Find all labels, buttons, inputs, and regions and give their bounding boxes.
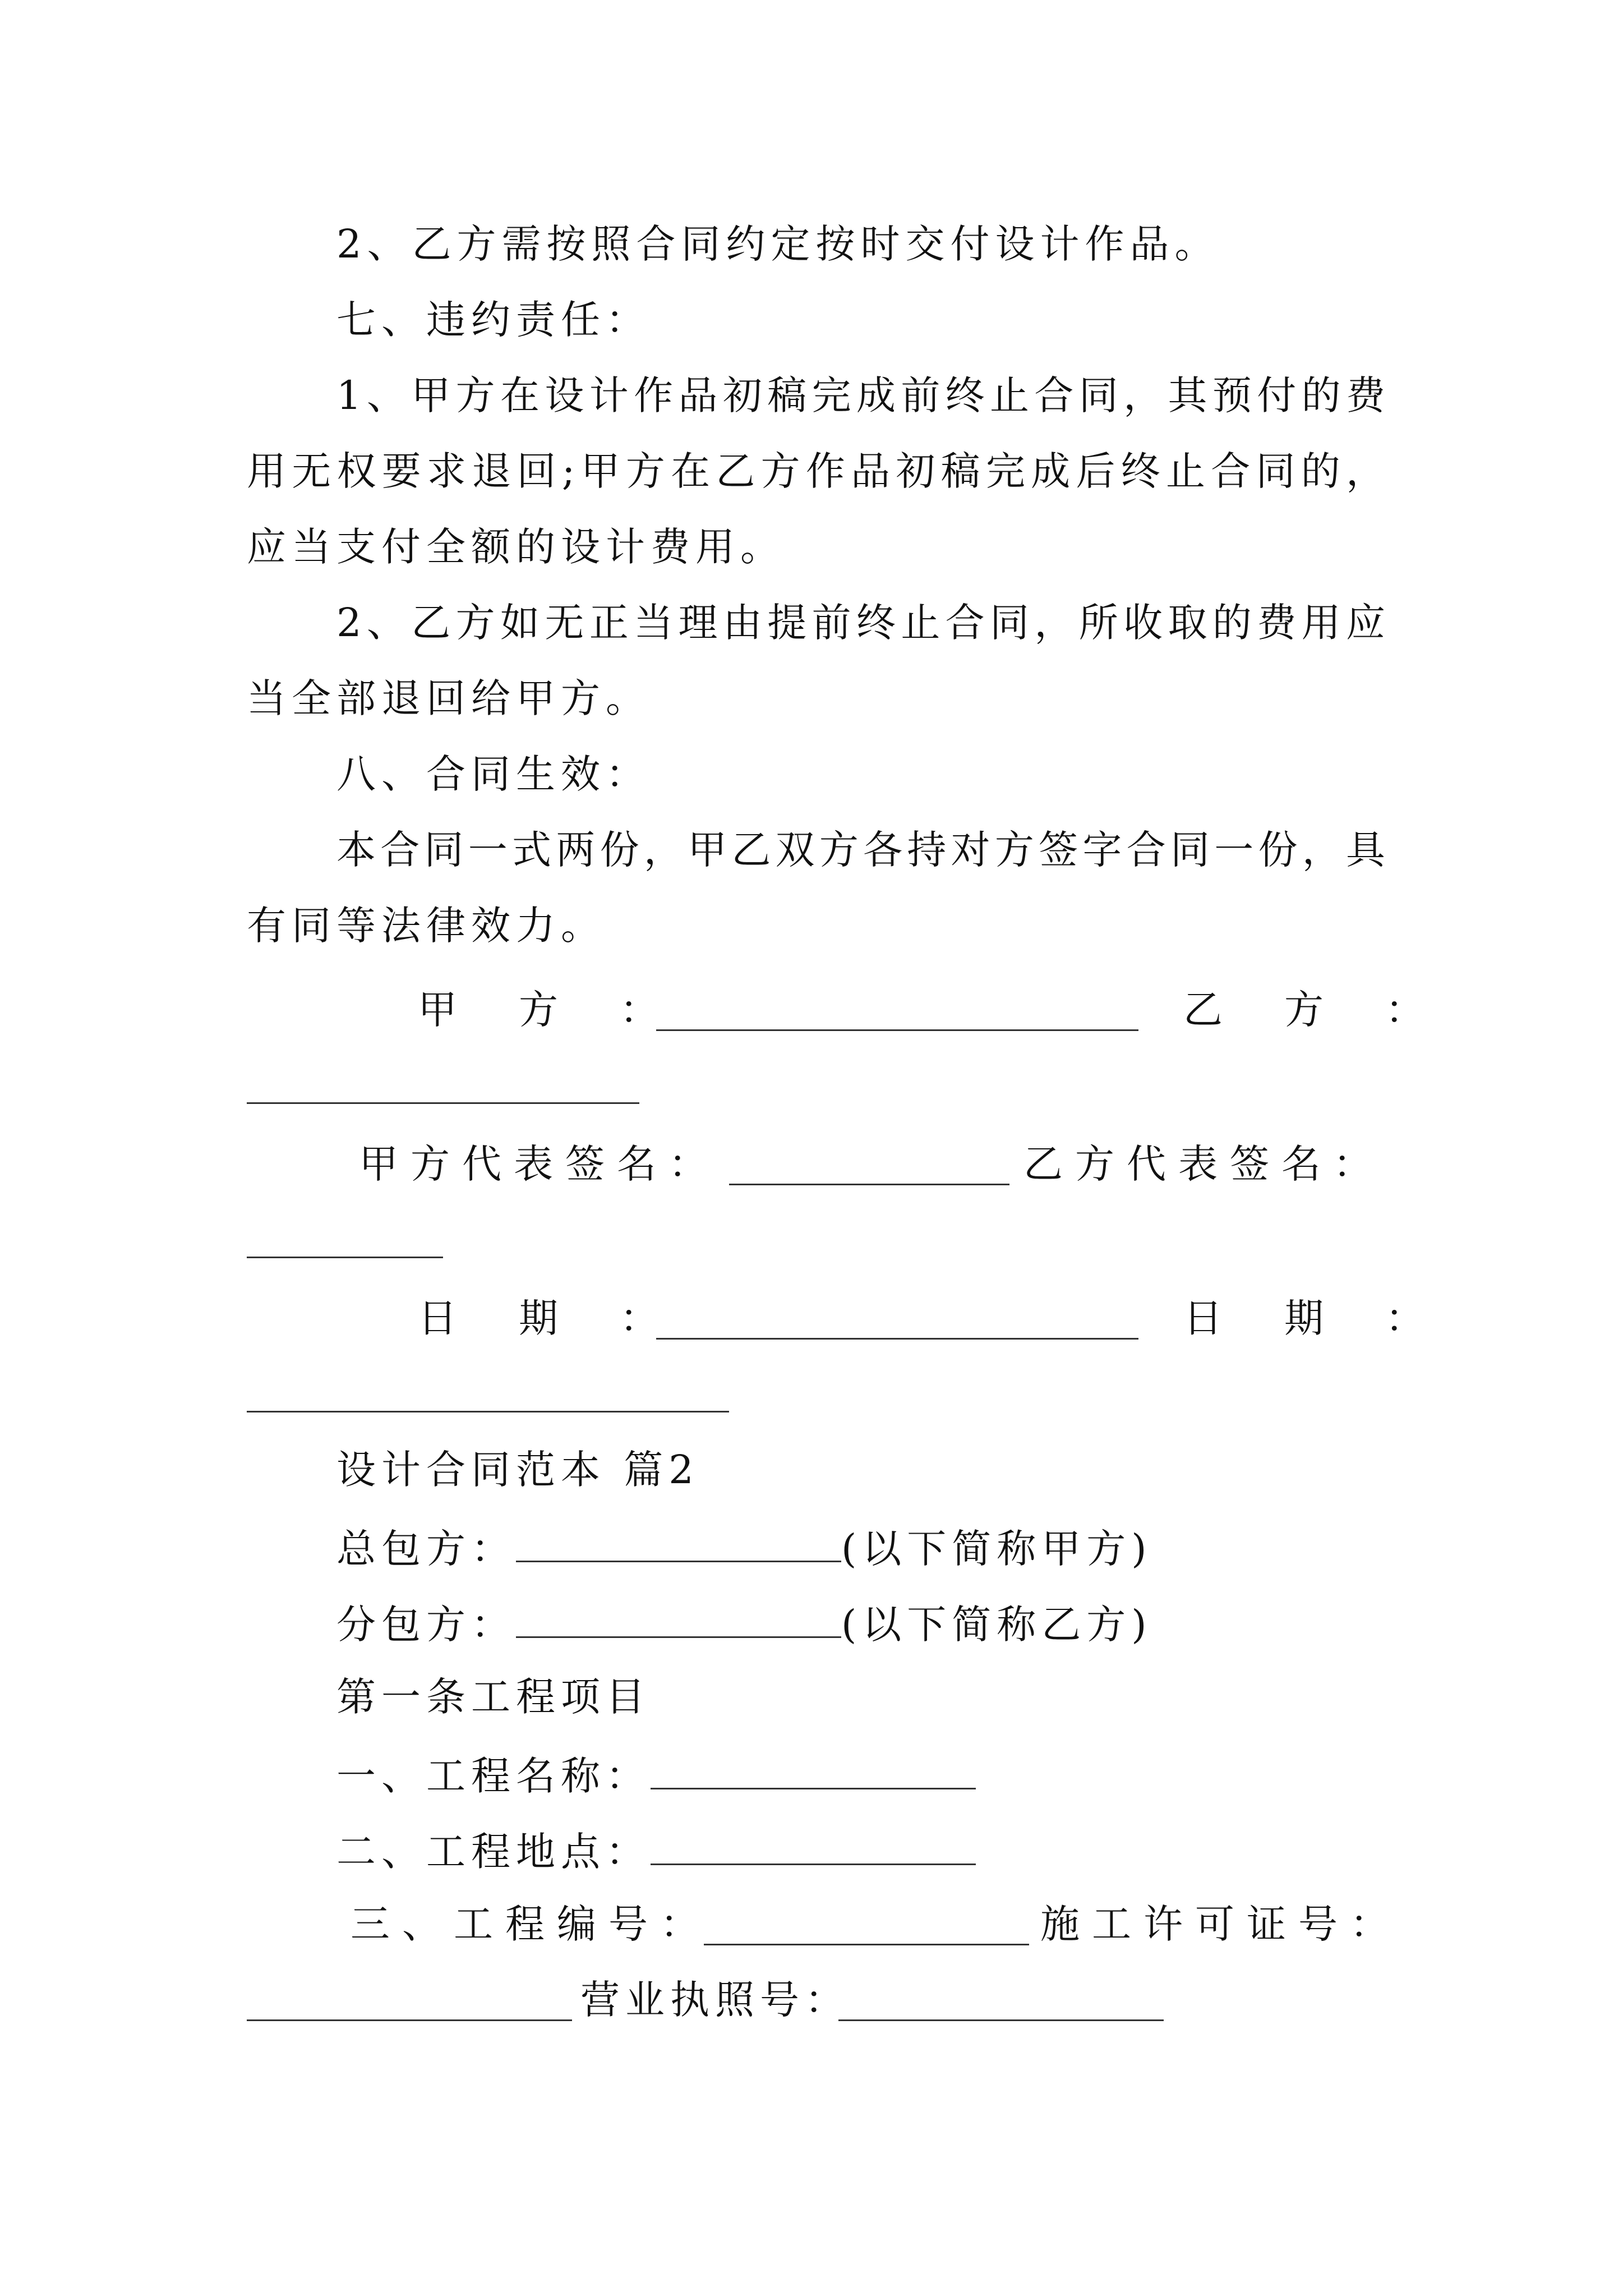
subcontractor-label: 分包方： [336,1602,516,1648]
party-b-rep-label: 乙方代表签名： [1023,1141,1385,1187]
clause-effect-line1: 本合同一式两份，甲乙双方各持对方签字合同一份，具 [336,827,1385,873]
project-location-blank[interactable] [651,1829,976,1865]
clause-termination-a-line3: 应当支付全额的设计费用。 [247,524,785,570]
license-number-blank[interactable] [838,2019,1164,2021]
date-a-blank[interactable] [656,1338,1138,1340]
party-b-label: 乙 方 ： [1183,987,1436,1033]
general-contractor-label: 总包方： [336,1526,516,1572]
project-name-row [336,1753,976,1799]
project-number-blank[interactable] [704,1944,1029,1945]
date-b-blank[interactable] [247,1411,729,1412]
subcontractor-suffix: (以下简称乙方) [841,1602,1152,1648]
party-b-rep-blank[interactable] [247,1257,443,1258]
subcontractor-row [336,1602,1152,1648]
date-a-label: 日 期 ： [418,1295,670,1341]
permit-number-label: 施工许可证号： [1040,1901,1401,1947]
article1-heading: 第一条工程项目 [336,1674,651,1720]
clause-termination-b-line2: 当全部退回给甲方。 [247,675,651,721]
general-contractor-blank[interactable] [516,1526,841,1562]
party-a-rep-label: 甲方代表签名： [359,1141,720,1187]
project-name-label: 一、工程名称： [336,1753,651,1799]
clause-termination-a-line1: 1、甲方在设计作品初稿完成前终止合同，其预付的费 [336,372,1385,418]
general-contractor-suffix: (以下简称甲方) [841,1526,1152,1572]
project-location-label: 二、工程地点： [336,1829,651,1875]
clause-delivery: 2、乙方需按照合同约定按时交付设计作品。 [336,221,1220,267]
heading-breach-liability: 七、违约责任： [336,297,651,343]
clause-termination-b-line1: 2、乙方如无正当理由提前终止合同，所收取的费用应 [336,600,1385,646]
party-a-blank[interactable] [656,1029,1138,1031]
clause-termination-a-line2: 用无权要求退回;甲方在乙方作品初稿完成后终止合同的， [247,448,1385,494]
project-location-row [336,1829,976,1875]
permit-number-blank[interactable] [247,2019,572,2021]
date-b-label: 日 期 ： [1183,1295,1436,1341]
license-number-label: 营业执照号： [580,1977,850,2023]
clause-effect-line2: 有同等法律效力。 [247,903,606,949]
project-name-blank[interactable] [651,1753,976,1789]
project-number-label: 三、工程编号： [351,1901,712,1947]
party-a-rep-blank[interactable] [729,1184,1009,1185]
contract2-title: 设计合同范本 篇2 [336,1447,699,1493]
subcontractor-blank[interactable] [516,1602,841,1638]
party-a-label: 甲 方 ： [418,987,670,1033]
party-b-blank[interactable] [247,1102,639,1104]
heading-contract-effect: 八、合同生效： [336,751,651,797]
general-contractor-row [336,1526,1152,1572]
